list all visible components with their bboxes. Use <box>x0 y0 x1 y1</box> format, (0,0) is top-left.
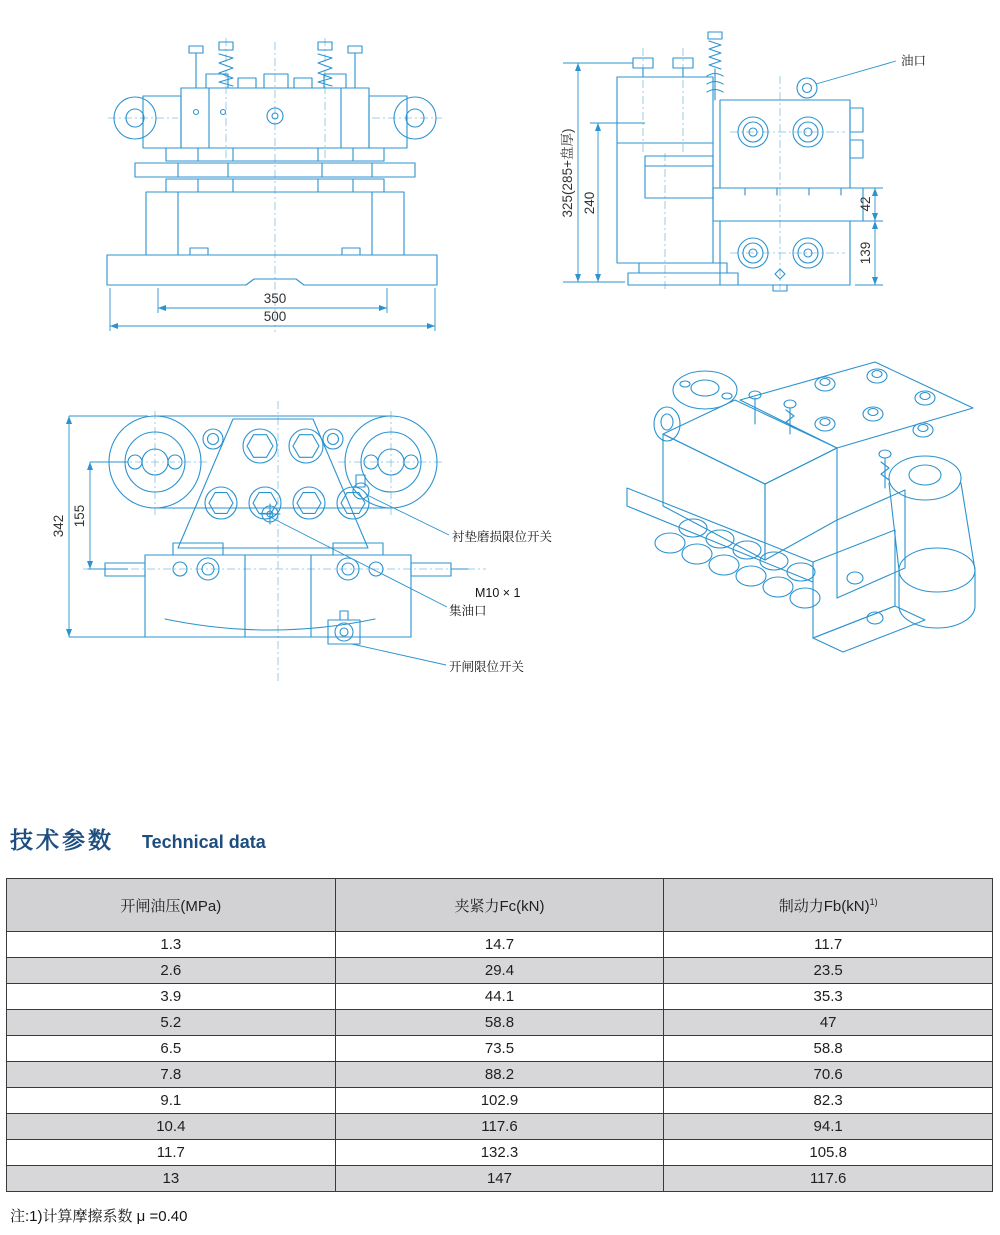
table-cell: 82.3 <box>664 1088 993 1114</box>
table-row <box>7 958 993 984</box>
table-row <box>7 1114 993 1140</box>
dim-155: 155 <box>72 504 87 528</box>
table-cell: 11.7 <box>664 932 993 958</box>
front-view-body <box>107 42 437 285</box>
front-view-drawing <box>78 30 498 340</box>
table-cell: 117.6 <box>664 1166 993 1192</box>
table-cell: 7.8 <box>7 1062 336 1088</box>
header-clamp-force: 夹紧力Fc(kN) <box>335 879 664 932</box>
label-oil-port: 油口 <box>901 54 927 68</box>
table-row <box>7 1088 993 1114</box>
isometric-view-drawing <box>575 338 1000 690</box>
table-cell: 58.8 <box>664 1036 993 1062</box>
table-cell: 9.1 <box>7 1088 336 1114</box>
front-view-centerlines <box>108 38 442 332</box>
table-cell: 44.1 <box>335 984 664 1010</box>
dim-500: 500 <box>263 309 287 324</box>
dim-342: 342 <box>51 514 66 538</box>
table-cell: 1.3 <box>7 932 336 958</box>
section-title-en: Technical data <box>142 832 266 852</box>
table-cell: 35.3 <box>664 984 993 1010</box>
table-cell: 47 <box>664 1010 993 1036</box>
table-cell: 73.5 <box>335 1036 664 1062</box>
dim-325: 325(285+盘厚) <box>560 128 575 218</box>
side-view-body <box>617 32 863 291</box>
table-cell: 147 <box>335 1166 664 1192</box>
section-title-zh: 技术参数 <box>10 827 114 853</box>
table-cell: 6.5 <box>7 1036 336 1062</box>
table-row <box>7 1140 993 1166</box>
side-view-drawing <box>545 28 1000 292</box>
table-cell: 117.6 <box>335 1114 664 1140</box>
table-cell: 23.5 <box>664 958 993 984</box>
section-heading <box>10 822 266 855</box>
table-cell: 11.7 <box>7 1140 336 1166</box>
table-cell: 102.9 <box>335 1088 664 1114</box>
table-cell: 88.2 <box>335 1062 664 1088</box>
dim-350: 350 <box>263 291 287 306</box>
label-oil-collection-port: 集油口 <box>449 604 487 618</box>
top-view-drawing <box>28 383 573 695</box>
table-cell: 58.8 <box>335 1010 664 1036</box>
side-view-centerlines <box>643 48 845 290</box>
table-cell: 13 <box>7 1166 336 1192</box>
label-liner-wear-limit-switch: 衬垫磨损限位开关 <box>452 530 553 544</box>
label-thread-spec: M10 × 1 <box>475 586 521 600</box>
dim-42: 42 <box>858 196 873 212</box>
table-cell: 70.6 <box>664 1062 993 1088</box>
table-cell: 10.4 <box>7 1114 336 1140</box>
table-cell: 105.8 <box>664 1140 993 1166</box>
table-row <box>7 1036 993 1062</box>
label-brake-open-limit-switch: 开闸限位开关 <box>449 660 525 674</box>
table-header-row <box>7 879 993 932</box>
table-cell: 29.4 <box>335 958 664 984</box>
header-brake-force <box>664 879 993 932</box>
top-view-centerlines <box>83 401 486 683</box>
dim-139: 139 <box>858 241 873 265</box>
table-row <box>7 1166 993 1192</box>
isometric-body <box>627 362 975 652</box>
table-cell: 132.3 <box>335 1140 664 1166</box>
table-cell: 5.2 <box>7 1010 336 1036</box>
header-brake-force-text: 制动力Fb(kN) <box>778 897 870 915</box>
table-cell: 3.9 <box>7 984 336 1010</box>
table-cell: 94.1 <box>664 1114 993 1140</box>
table-row <box>7 932 993 958</box>
side-view-dim-lines <box>563 61 896 285</box>
technical-data-table <box>6 878 993 1192</box>
header-open-pressure: 开闸油压(MPa) <box>7 879 336 932</box>
table-cell: 14.7 <box>335 932 664 958</box>
header-footnote-marker: 1) <box>869 896 878 907</box>
table-cell: 2.6 <box>7 958 336 984</box>
table-row <box>7 1010 993 1036</box>
table-row <box>7 984 993 1010</box>
table-row <box>7 1062 993 1088</box>
dim-240: 240 <box>582 191 597 215</box>
footnote: 注:1)计算摩擦系数 μ =0.40 <box>10 1208 188 1225</box>
